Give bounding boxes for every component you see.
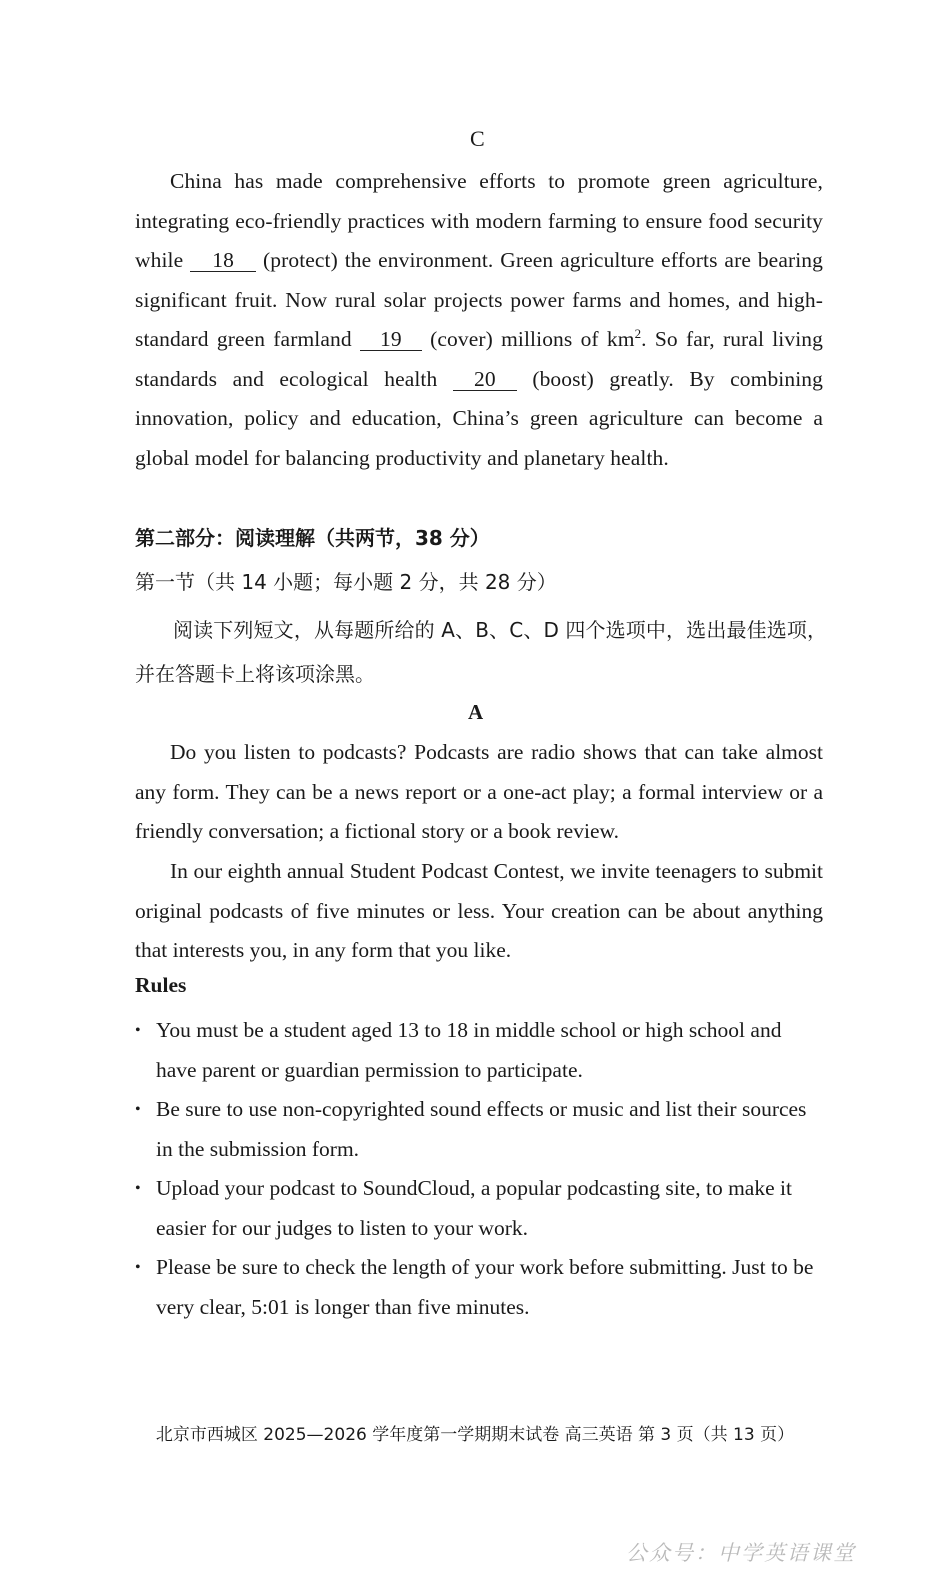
rule-text: Upload your podcast to SoundCloud, a popular podcasting site, to make it easier for our judges to listen to your work. — [156, 1176, 792, 1240]
rules-list — [135, 1011, 823, 1327]
passage-c-text-1: China has made comprehensive efforts to promote green agriculture, integrating eco-friendly practices with modern farming to ensure food security while — [135, 169, 823, 272]
superscript-2: 2 — [634, 325, 642, 341]
passage-c-text-3: (cover) millions of km — [421, 327, 635, 351]
blank-20: 20 — [453, 368, 517, 391]
passage-c-text-2: (protect) the environment. Green agriculture efforts are bearing significant fruit. Now rural solar projects power farms and homes, and high-standard green farmland — [135, 248, 823, 351]
bullet-icon: • — [135, 1180, 141, 1197]
passage-c-paragraph — [135, 162, 823, 478]
watermark: 公众号：中学英语课堂 — [626, 1541, 856, 1565]
blank-19: 19 — [360, 328, 422, 351]
rule-item — [135, 1090, 823, 1169]
rule-item — [135, 1011, 823, 1090]
bullet-icon: • — [135, 1022, 141, 1039]
section-mark-c: C — [470, 126, 485, 151]
rule-item — [135, 1169, 823, 1248]
passage-c-text-4: . So far, rural living standards and ecological health — [135, 327, 824, 391]
rule-item — [135, 1248, 823, 1327]
rules-heading: Rules — [135, 973, 187, 997]
rule-text: Please be sure to check the length of your work before submitting. Just to be very clear, 5:01 is longer than five minutes. — [156, 1255, 814, 1319]
part-two-title: 第二部分：阅读理解（共两节，38 分） — [135, 526, 490, 550]
bullet-icon: • — [135, 1101, 141, 1118]
passage-c-text-5: (boost) greatly. By combining innovation, policy and education, China’s green agriculture can become a global model for balancing productivity and planetary health. — [135, 366, 823, 470]
passage-a-paragraph-1: Do you listen to podcasts? Podcasts are radio shows that can take almost any form. They can be a news report or a one-act play; a formal interview or a friendly conversation; a fictional story or a book review. — [135, 740, 823, 843]
passage-a-label: A — [468, 700, 484, 724]
instruction-text: 阅读下列短文，从每题所给的 A、B、C、D 四个选项中，选出最佳选项，并在答题卡上将该项涂黑。 — [135, 618, 827, 686]
page-footer: 北京市西城区 2025—2026 学年度第一学期期末试卷 高三英语 第 3 页（共 13 页） — [155, 1425, 795, 1445]
blank-18: 18 — [190, 249, 256, 272]
passage-a-paragraph-2: In our eighth annual Student Podcast Contest, we invite teenagers to submit original podcasts of five minutes or less. Your creation can be about anything that interests you, in any form that you like. — [135, 859, 823, 962]
rule-text: You must be a student aged 13 to 18 in middle school or high school and have parent or guardian permission to participate. — [156, 1018, 782, 1082]
section-one-title: 第一节（共 14 小题；每小题 2 分，共 28 分） — [135, 570, 557, 594]
rule-text: Be sure to use non-copyrighted sound effects or music and list their sources in the submission form. — [156, 1097, 807, 1161]
bullet-icon: • — [135, 1259, 141, 1276]
